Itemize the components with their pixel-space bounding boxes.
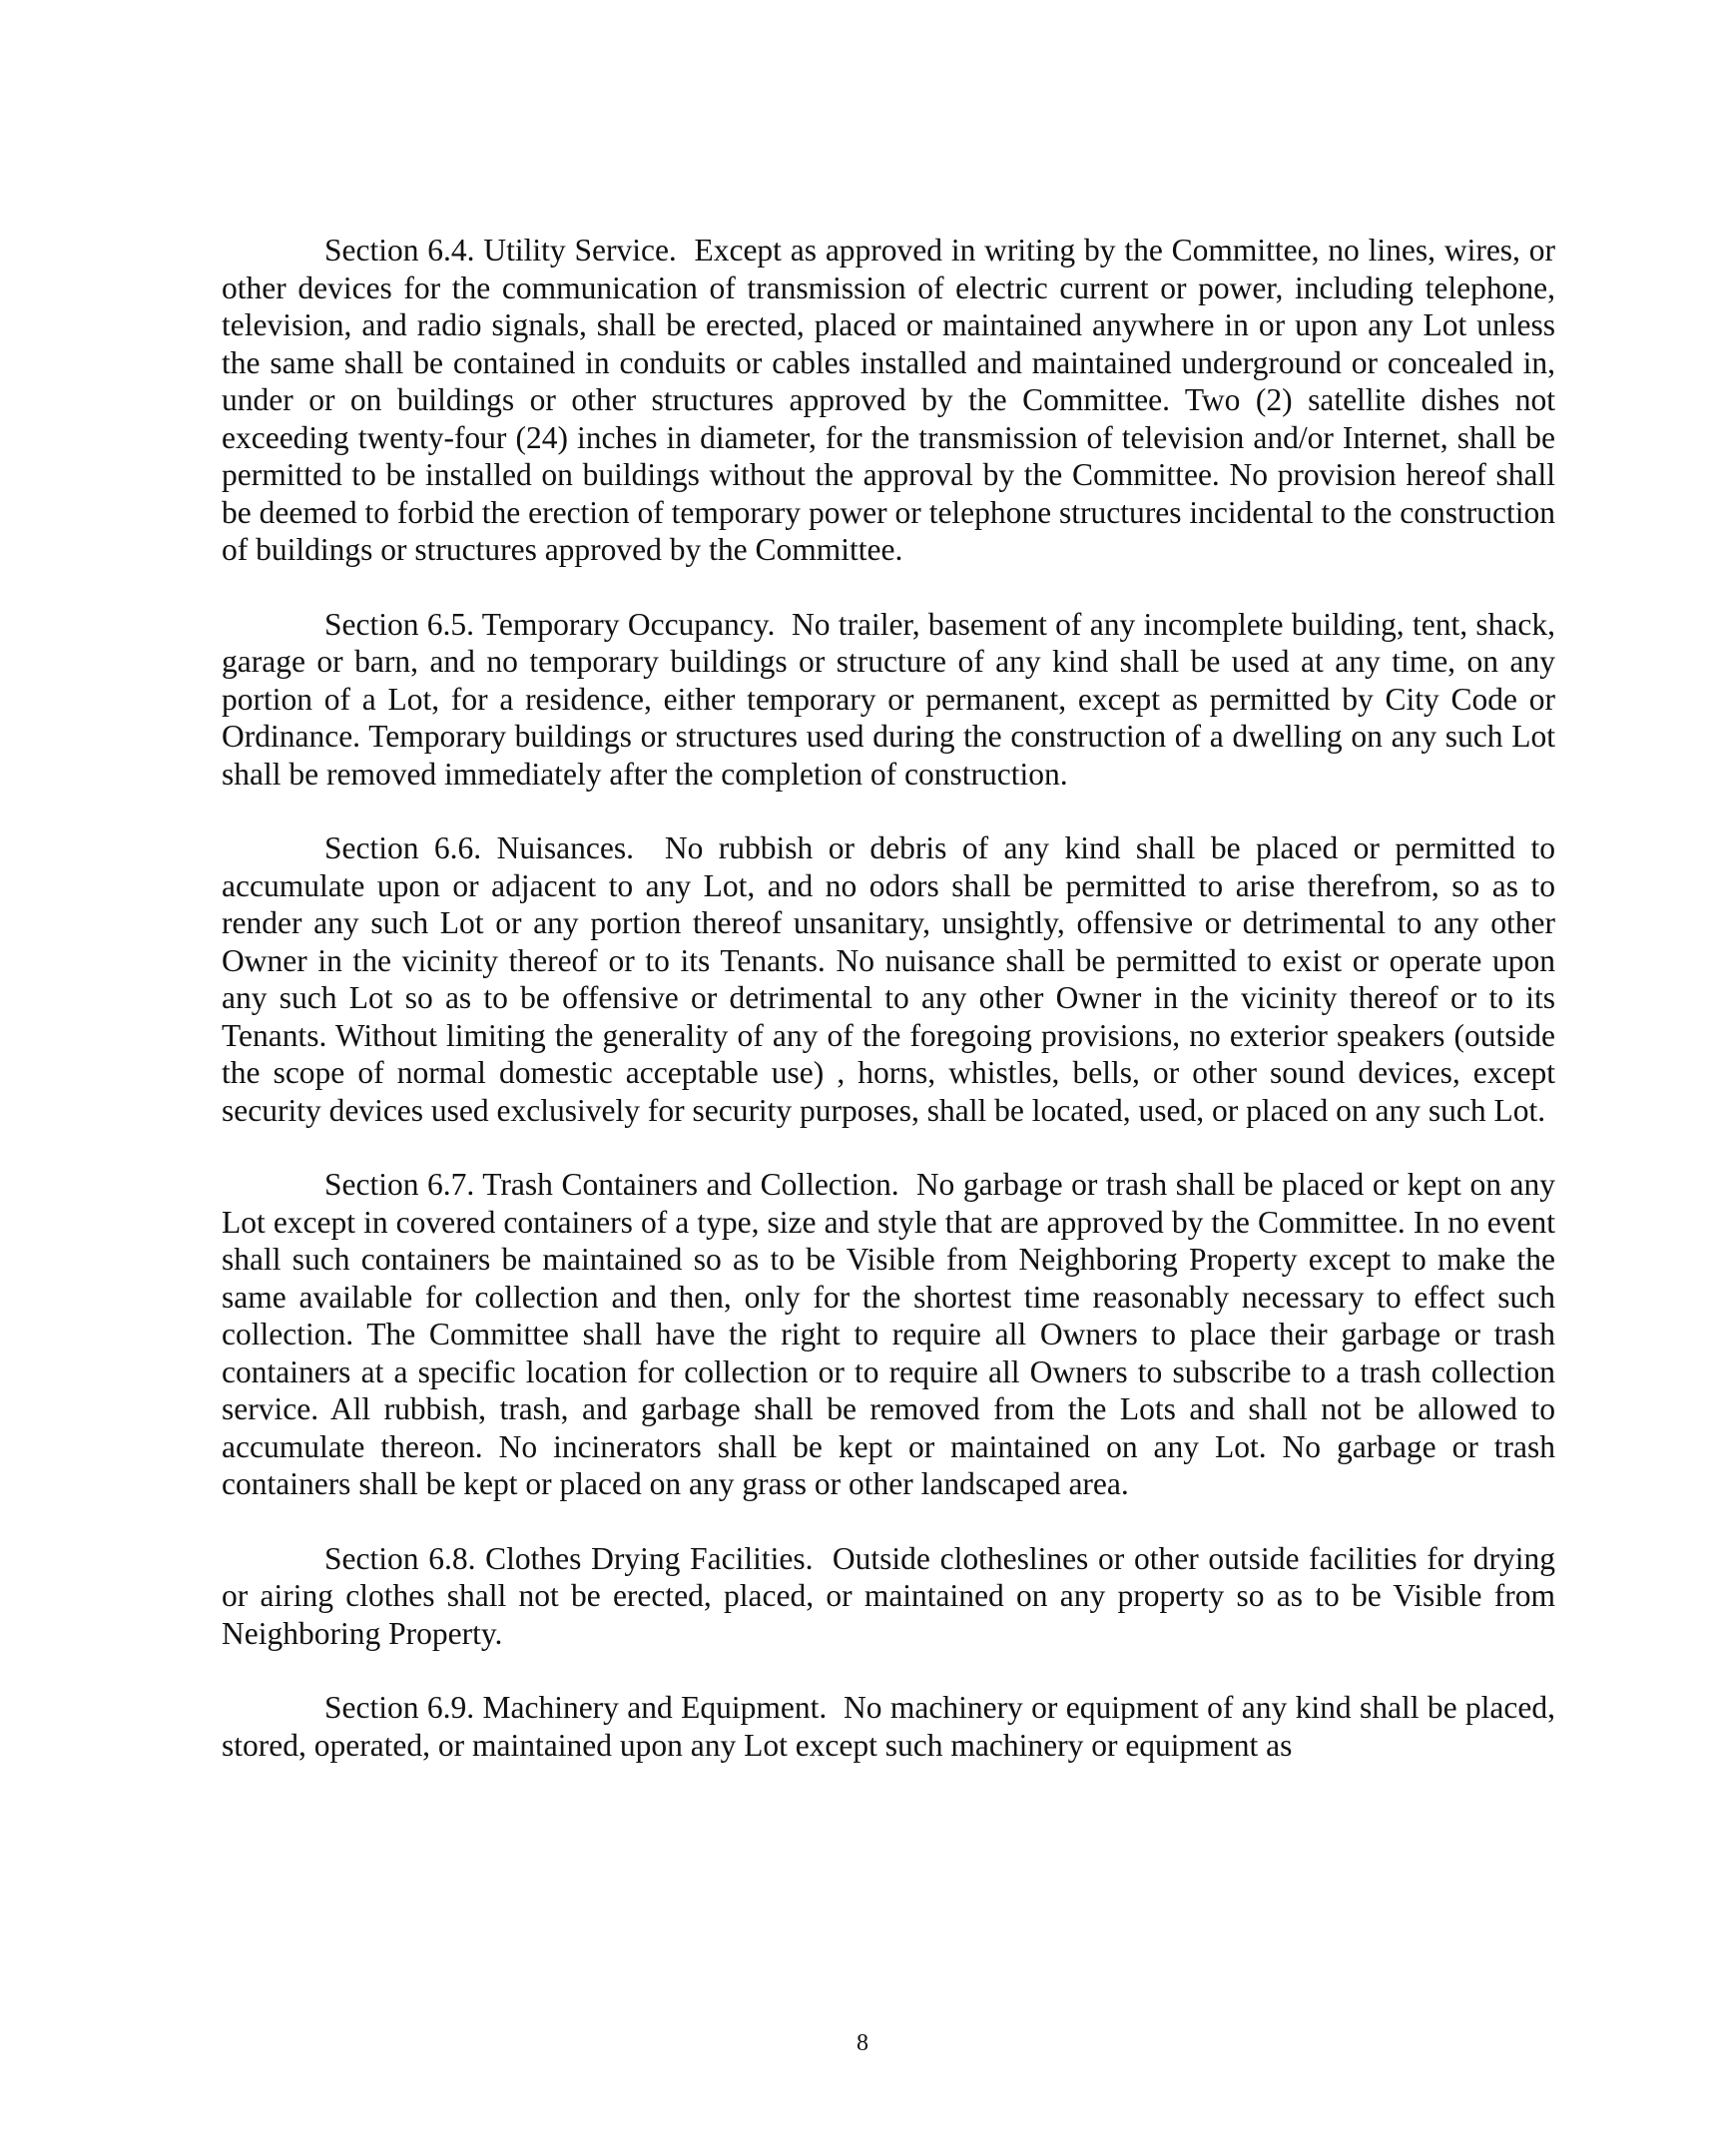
- section-6-6: [222, 829, 1555, 1129]
- section-6-7-text: No garbage or trash shall be placed or kept on any Lot except in covered containers of a type, size and style that are approved by the Committee. In no event shall such containers be maintained so as to be Visible from Neighboring Property except to make the same available for collection and then, only for the shortest time reasonably necessary to effect such collection. The Committee shall have the right to require all Owners to place their garbage or trash containers at a specific location for collection or to require all Owners to subscribe to a trash collection service. All rubbish, trash, and garbage shall be removed from the Lots and shall not be allowed to accumulate thereon. No incinerators shall be kept or maintained on any Lot. No garbage or trash containers shall be kept or placed on any grass or other landscaped area.: [222, 1167, 1556, 1501]
- section-6-4: [222, 232, 1555, 569]
- section-6-5-text: No trailer, basement of any incomplete building, tent, shack, garage or barn, and no temporary buildings or structure of any kind shall be used at any time, on any portion of a Lot, for a residence, either temporary or permanent, except as permitted by City Code or Ordinance. Temporary buildings or structures used during the construction of a dwelling on any such Lot shall be removed immediately after the completion of construction.: [222, 606, 1555, 792]
- section-6-9-text: No machinery or equipment of any kind shall be placed, stored, operated, or maintained upon any Lot except such machinery or equipment as: [222, 1690, 1555, 1763]
- section-6-4-heading: Section 6.4. Utility Service.: [324, 233, 677, 268]
- section-6-6-text: No rubbish or debris of any kind shall be placed or permitted to accumulate upon or adjacent to any Lot, and no odors shall be permitted to arise therefrom, so as to render any such Lot or any portion thereof unsanitary, unsightly, offensive or detrimental to any other Owner in the vicinity thereof or to its Tenants. No nuisance shall be permitted to exist or operate upon any such Lot so as to be offensive or detrimental to any other Owner in the vicinity thereof or to its Tenants. Without limiting the generality of any of the foregoing provisions, no exterior speakers (outside the scope of normal domestic acceptable use) , horns, whistles, bells, or other sound devices, except security devices used exclusively for security purposes, shall be located, used, or placed on any such Lot.: [222, 830, 1556, 1128]
- section-6-9-heading: Section 6.9. Machinery and Equipment.: [324, 1690, 828, 1725]
- section-6-6-heading: Section 6.6. Nuisances.: [324, 830, 634, 865]
- section-6-5-heading: Section 6.5. Temporary Occupancy.: [324, 606, 776, 642]
- section-6-4-text: Except as approved in writing by the Committee, no lines, wires, or other devices for the communication of transmission of electric current or power, including telephone, television, and radio signals, shall be erected, placed or maintained anywhere in or upon any Lot unless the same shall be contained in conduits or cables installed and maintained underground or concealed in, under or on buildings or other structures approved by the Committee. Two (2) satellite dishes not exceeding twenty-four (24) inches in diameter, for the transmission of television and/or Internet, shall be permitted to be installed on buildings without the approval by the Committee. No provision hereof shall be deemed to forbid the erection of temporary power or telephone structures incidental to the construction of buildings or structures approved by the Committee.: [222, 233, 1556, 567]
- document-body: [222, 232, 1555, 1801]
- section-6-5: [222, 606, 1555, 794]
- page-number: 8: [857, 2030, 868, 2056]
- section-6-7-heading: Section 6.7. Trash Containers and Collection.: [324, 1167, 899, 1202]
- section-6-8: [222, 1540, 1555, 1653]
- section-6-9: [222, 1689, 1555, 1764]
- section-6-8-text: Outside clotheslines or other outside facilities for drying or airing clothes shall not be erected, placed, or maintained on any property so as to be Visible from Neighboring Property.: [222, 1540, 1555, 1651]
- section-6-7: [222, 1166, 1555, 1503]
- section-6-8-heading: Section 6.8. Clothes Drying Facilities.: [324, 1540, 814, 1576]
